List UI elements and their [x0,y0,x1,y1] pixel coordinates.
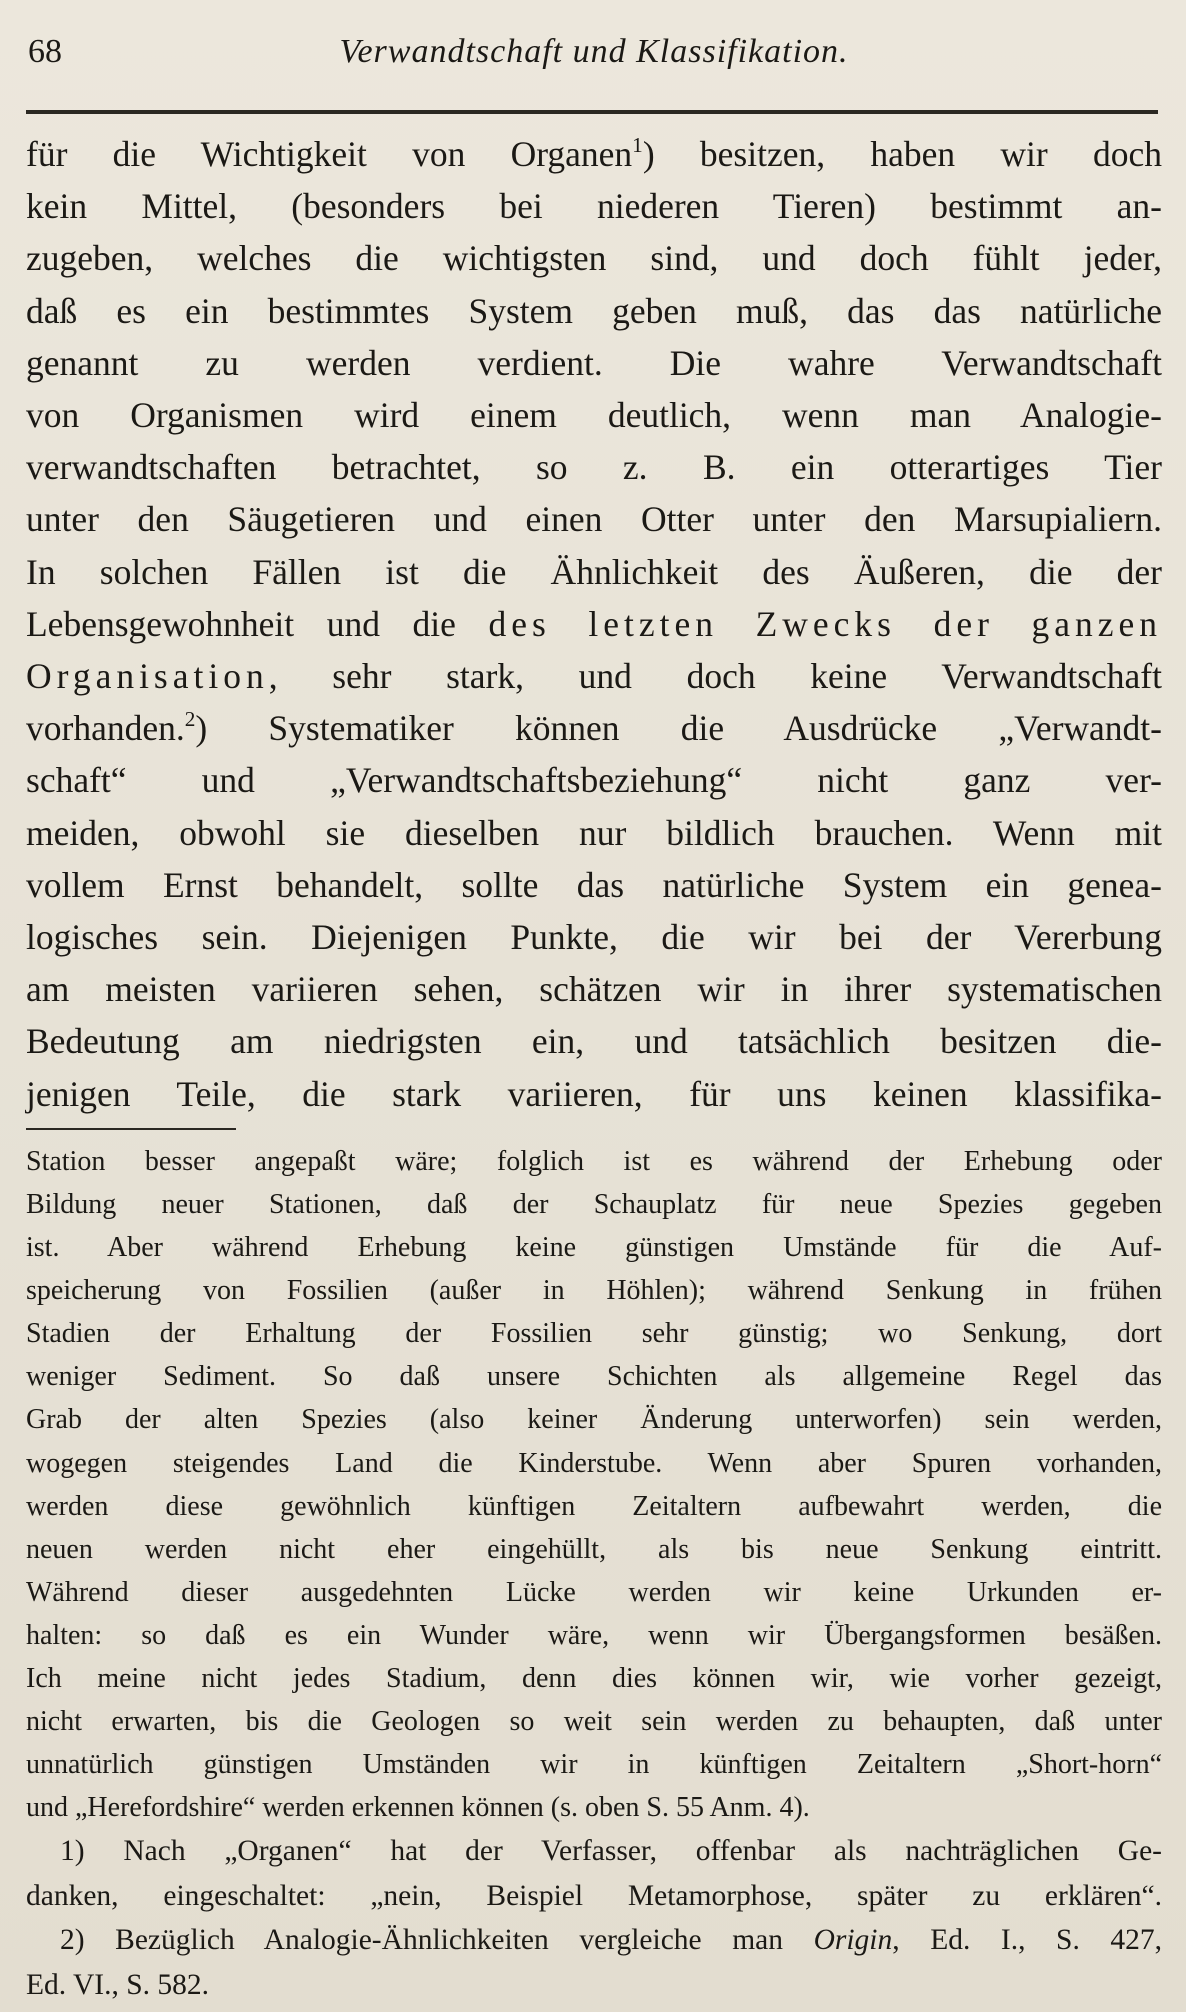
note-line: unnatürlich günstigen Umständen wir in künftigen Zeitaltern „Short-horn“ [26,1749,1162,1781]
footnote-line: Ed. VI., S. 582. [26,1968,210,2001]
continued-footnote [26,1140,1162,1830]
origin-title: Origin [813,1924,893,1957]
note-line: wogegen steigendes Land die Kinderstube. Wenn aber Spuren vorhanden, [26,1447,1162,1479]
text-line: schaft“ und „Verwandtschaftsbeziehung“ nicht ganz ver- [26,760,1162,801]
note-line: halten: so daß es ein Wunder wäre, wenn wir Übergangsformen besäßen. [26,1619,1162,1651]
text-line: verwandtschaften betrachtet, so z. B. ein otterartiges Tier [26,447,1162,488]
text-line: für die Wichtigkeit von Organen$^1$) besitzen, haben wir doch [26,133,1162,174]
note-line: Grab der alten Spezies (also keiner Änderung unterworfen) sein werden, [26,1404,1162,1436]
page-header [26,30,1162,74]
footnote-rule [26,1128,236,1130]
footnote-1 [26,1829,1162,1918]
text-line: meiden, obwohl sie dieselben nur bildlich brauchen. Wenn mit [26,812,1162,853]
text-line: von Organismen wird einem deutlich, wenn man Analogie- [26,395,1162,436]
footnote-2-text-a: 2) Bezüglich Analogie-Ähnlichkeiten vergleiche man [60,1924,783,1957]
note-line: Station besser angepaßt wäre; folglich ist es während der Erhebung oder [26,1145,1162,1177]
text-line: zugeben, welches die wichtigsten sind, und doch fühlt jeder, [26,238,1162,279]
note-line: Stadien der Erhaltung der Fossilien sehr günstig; wo Senkung, dort [26,1318,1162,1350]
text-line: kein Mittel, (besonders bei niederen Tieren) bestimmt an- [26,186,1162,227]
header-rule [26,110,1158,114]
text-line: logisches sein. Diejenigen Punkte, die wir bei der Vererbung [26,917,1162,958]
note-line: und „Herefordshire“ werden erkennen können (s. oben S. 55 Anm. 4). [26,1792,810,1824]
text-line: daß es ein bestimmtes System geben muß, das das natürliche [26,290,1162,331]
main-text [26,128,1162,1120]
note-line: speicherung von Fossilien (außer in Höhlen); während Senkung in frühen [26,1275,1162,1307]
footnote-2-text-b: , Ed. I., S. 427, [892,1924,1163,1957]
text-line: vorhanden.$^2$) Systematiker können die Ausdrücke „Verwandt- [26,707,1162,749]
footnote-2 [26,1918,1162,2007]
note-line: Bildung neuer Stationen, daß der Schauplatz für neue Spezies gegeben [26,1188,1162,1220]
footnote-line [26,1918,1162,1963]
footnote-line: 1) Nach „Organen“ hat der Verfasser, offenbar als nachträglichen Ge- [60,1835,1162,1868]
text-line: jenigen Teile, die stark variieren, für uns keinen klassifika- [26,1073,1162,1114]
note-line: werden diese gewöhnlich künftigen Zeitaltern aufbewahrt werden, die [26,1490,1162,1522]
note-line: Während dieser ausgedehnten Lücke werden wir keine Urkunden er- [26,1576,1162,1608]
text-line: Bedeutung am niedrigsten ein, und tatsächlich besitzen die- [26,1021,1162,1062]
text-line: unter den Säugetieren und einen Otter unter den Marsupialiern. [26,499,1162,540]
text-line: genannt zu werden verdient. Die wahre Verwandtschaft [26,342,1162,383]
text-line: vollem Ernst behandelt, sollte das natürliche System ein genea- [26,864,1162,905]
note-line: weniger Sediment. So daß unsere Schichten als allgemeine Regel das [26,1361,1162,1393]
note-line: neuen werden nicht eher eingehüllt, als bis neue Senkung eintritt. [26,1533,1162,1565]
footnote-line: danken, eingeschaltet: „nein, Beispiel Metamorphose, später zu erklären“. [26,1879,1162,1912]
note-line: nicht erwarten, bis die Geologen so weit sein werden zu behaupten, daß unter [26,1706,1162,1738]
running-title: Verwandtschaft und Klassifikation. [339,33,849,70]
note-line: ist. Aber während Erhebung keine günstigen Umstände für die Auf- [26,1232,1162,1264]
note-line: Ich meine nicht jedes Stadium, denn dies können wir, wie vorher gezeigt, [26,1662,1162,1694]
text-line: Lebensgewohnheit und die des letzten Zwecks der ganzen [26,603,1162,644]
page-number: 68 [28,33,62,70]
text-line: In solchen Fällen ist die Ähnlichkeit des Äußeren, die der [26,551,1162,592]
text-line: Organisation, sehr stark, und doch keine Verwandtschaft [26,656,1162,697]
text-line: am meisten variieren sehen, schätzen wir in ihrer systematischen [26,969,1162,1010]
